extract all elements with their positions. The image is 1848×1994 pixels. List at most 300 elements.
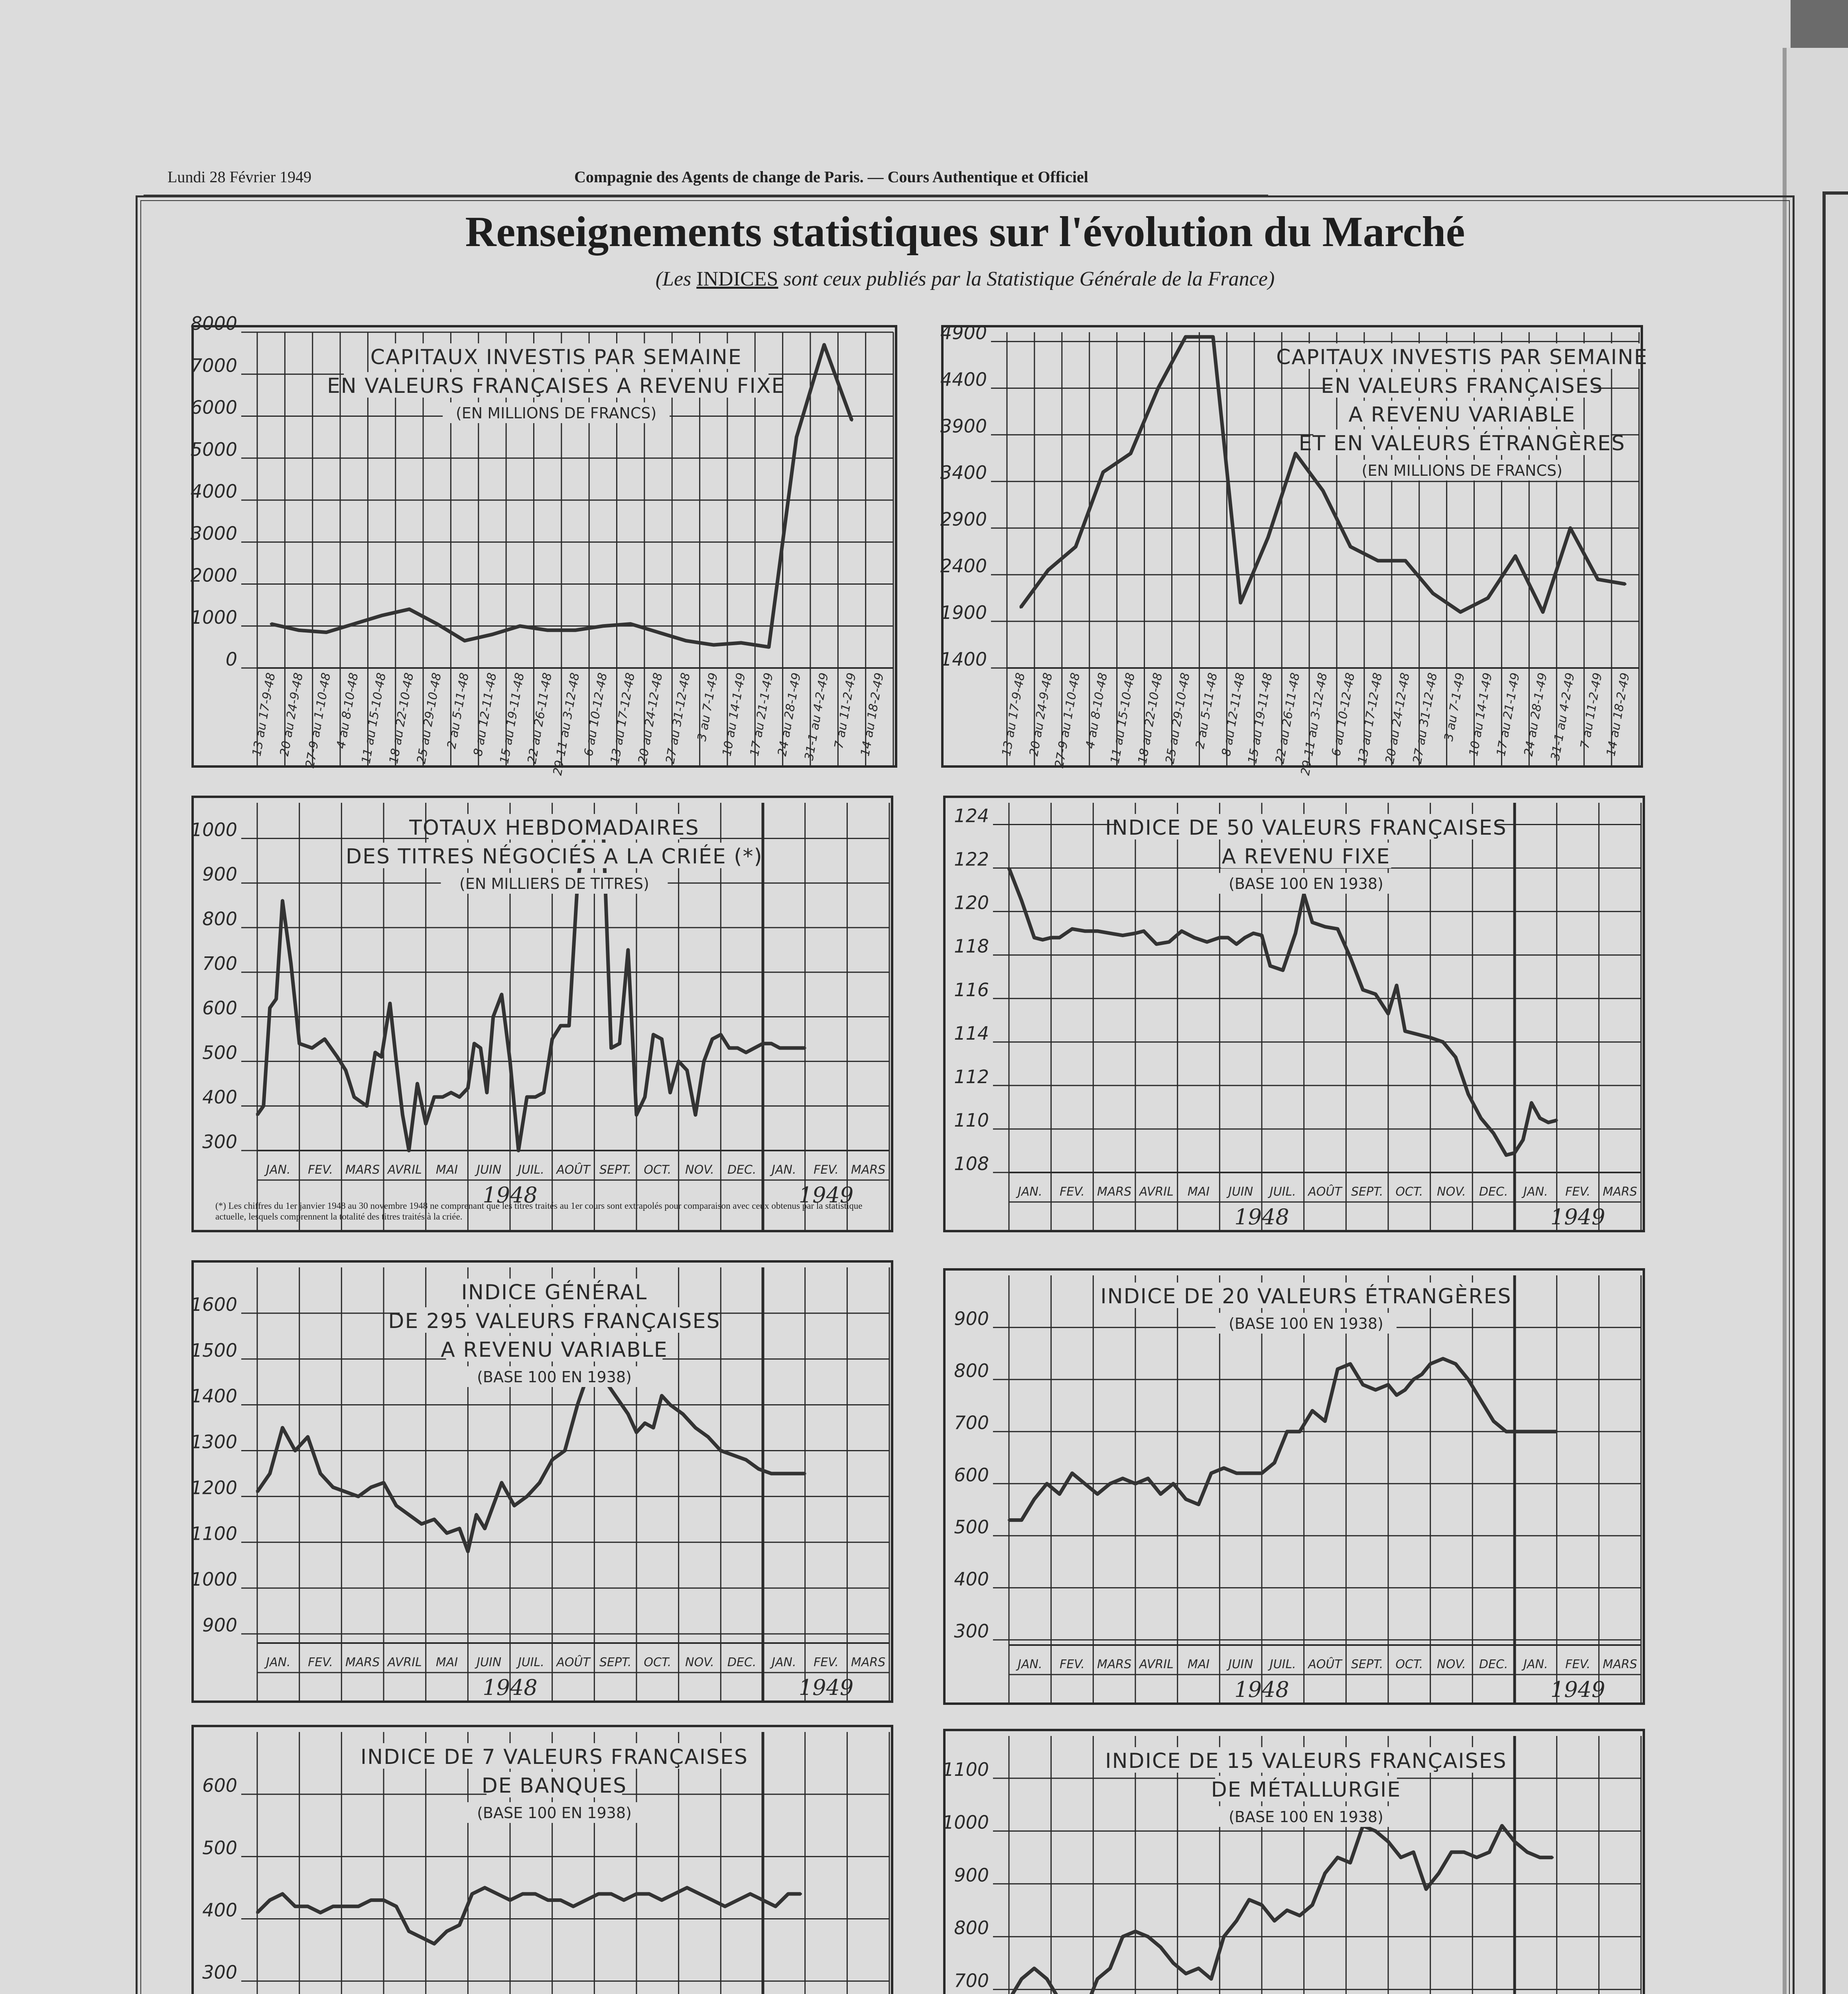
data-point [572,1905,575,1907]
x-month-label: OCT. [644,1163,672,1177]
y-tick-label: 1000 [190,606,237,628]
data-point [1488,1851,1491,1853]
year-label-1949: 1949 [1550,1677,1606,1702]
year-label-1948: 1948 [483,1182,538,1208]
data-point [500,993,503,996]
data-point [1147,1477,1149,1480]
data-point [1244,936,1246,939]
y-tick-label: 118 [954,935,989,957]
x-month-label: AVRIL [1139,1185,1174,1199]
data-point [1033,1498,1035,1500]
data-point [732,1454,735,1456]
data-point [1487,597,1489,599]
data-point [686,1069,688,1072]
data-point [1121,1477,1124,1480]
data-point [804,1472,806,1475]
data-point [366,1105,368,1107]
data-point [1349,546,1352,548]
x-week-label: 22 au 26-11-48 [1273,672,1303,765]
x-month-label: DEC. [1479,1657,1508,1671]
data-point [602,625,604,627]
data-point [1206,941,1208,943]
x-month-label: DEC. [727,1163,757,1177]
data-point [1155,943,1158,945]
data-point [1569,527,1572,529]
data-point [851,419,853,422]
data-point [787,1047,789,1049]
data-point [262,1105,265,1107]
data-point [1184,336,1187,338]
data-point [359,1100,362,1103]
data-point [1480,1399,1482,1401]
data-point [1514,555,1517,557]
data-point [370,1899,372,1901]
data-point [1505,1154,1507,1156]
y-tick-label: 900 [202,863,237,885]
data-point [1421,1034,1423,1036]
x-week-label: 11 au 15-10-48 [1108,672,1138,765]
data-point [783,1472,785,1475]
data-point [463,640,466,642]
data-point [345,1069,347,1072]
x-month-label: NOV. [685,1655,714,1669]
data-point [694,1427,697,1429]
y-tick-label: 124 [954,805,989,827]
y-tick-label: 700 [954,1970,989,1992]
y-tick-label: 1300 [190,1431,237,1453]
data-point [307,1905,309,1907]
data-point [1467,1378,1470,1381]
y-tick-label: 300 [954,1620,989,1642]
x-month-label: MARS [1097,1185,1132,1199]
chart-title-line: DE MÉTALLURGIE [1211,1778,1401,1802]
data-point [484,1886,486,1889]
data-point [433,1518,435,1521]
x-week-label: 18 au 22-10-48 [386,672,417,765]
x-month-label: SEPT. [1351,1657,1383,1671]
chart-title-line: A REVENU VARIABLE [1348,403,1576,427]
data-point [484,1527,486,1530]
data-point [547,1899,549,1901]
year-label-1949: 1949 [1550,1204,1606,1230]
y-tick-label: 120 [954,892,989,914]
data-point [644,1096,646,1098]
data-point [425,1123,427,1125]
data-point [1522,1139,1524,1141]
data-point [1058,1493,1061,1495]
x-month-label: OCT. [1395,1657,1423,1671]
data-point [1252,932,1255,934]
data-point [1322,490,1324,492]
x-week-label: 24 au 28-1-49 [775,672,804,757]
x-week-label: 4 au 8-10-48 [334,672,361,750]
data-point [269,1007,271,1009]
data-point [450,1092,452,1094]
data-point [1021,899,1023,902]
data-point [1019,606,1022,609]
data-point [382,1482,385,1484]
x-month-label: MARS [345,1163,380,1177]
data-point [1121,934,1124,937]
data-point [1235,943,1238,945]
data-point [1180,930,1183,932]
chart-svg [943,796,1645,1232]
data-point [473,1042,475,1045]
x-week-label: 7 au 11-2-49 [1578,672,1605,750]
y-tick-label: 500 [202,1042,237,1064]
x-month-label: FEV. [1060,1657,1085,1671]
series-line [257,1368,805,1552]
x-week-label: 14 au 18-2-49 [1604,672,1633,757]
x-week-label: 20 au 24-12-48 [1383,672,1413,765]
data-point [623,1899,625,1901]
data-point [703,1060,705,1062]
chart-title-line: INDICE DE 7 VALEURS FRANÇAISES [360,1745,749,1769]
y-tick-label: 1100 [190,1523,237,1545]
data-point [1412,1378,1415,1381]
data-point [568,1025,570,1027]
x-week-label: 31-1 au 4-2-49 [802,672,831,762]
data-point [1324,1420,1326,1423]
data-point [1109,1967,1111,1970]
y-tick-label: 800 [202,908,237,930]
data-point [1159,1493,1162,1495]
data-point [1159,1946,1162,1949]
chart-title-line: INDICE DE 20 VALEURS ÉTRANGÈRES [1100,1285,1512,1308]
x-month-label: JAN. [1523,1185,1548,1199]
x-month-label: FEV. [1565,1185,1590,1199]
y-tick-label: 6000 [190,396,237,418]
header-company: Compagnie des Agents de change de Paris. — Cours Authentique et Officiel [574,168,1088,186]
data-point [1425,1888,1427,1890]
data-point [1387,1840,1389,1843]
data-point [446,1532,448,1534]
x-week-label: 15 au 19-11-48 [1245,672,1275,765]
data-point [796,1047,798,1049]
chart-capitaux-revenu-variable [940,322,1648,777]
year-label-1948: 1948 [1234,1677,1289,1702]
x-month-label: DEC. [727,1655,757,1669]
x-week-label: 20 au 24-9-48 [277,672,306,757]
data-point [560,1025,562,1027]
x-month-label: JUIN [1228,1657,1253,1671]
data-point [574,629,577,631]
y-tick-label: 1400 [190,1385,237,1407]
data-point [1412,1032,1415,1034]
data-point [526,1096,528,1098]
data-point [408,608,410,611]
y-tick-label: 4400 [940,368,987,390]
data-point [610,1047,613,1049]
data-point [669,1092,672,1094]
data-point [526,1495,528,1497]
data-point [1227,936,1229,939]
data-point [1248,1472,1250,1474]
data-point [479,1047,482,1049]
data-point [635,1114,638,1116]
data-point [823,344,825,346]
chart-totaux-hebdomadaires [191,796,893,1232]
subtitle-after: sont ceux publiés par la Statistique Générale de la France) [778,268,1275,290]
data-point [1172,1962,1174,1964]
data-point [560,1899,562,1901]
data-point [467,1550,469,1553]
data-point [660,1038,663,1040]
x-month-label: MARS [1603,1657,1637,1671]
data-point [441,1096,444,1098]
chart-indice-7-banques [191,1725,893,1994]
y-tick-label: 1600 [190,1293,237,1315]
data-point [745,1051,747,1054]
data-point [395,1905,398,1907]
x-week-label: 8 au 12-11-48 [1219,672,1248,757]
data-point [1480,1117,1482,1119]
data-point [1429,1036,1432,1039]
data-point [336,1056,339,1058]
data-point [1267,536,1269,539]
data-point [325,631,327,634]
x-week-label: 20 au 24-9-48 [1027,672,1056,757]
x-week-label: 24 au 28-1-49 [1521,672,1550,757]
data-point [408,1513,410,1516]
data-point [1050,936,1052,939]
data-point [1047,569,1049,571]
y-tick-label: 900 [202,1614,237,1636]
data-point [1476,1856,1478,1859]
data-point [1235,1472,1238,1474]
data-point [1168,941,1170,943]
x-month-label: FEV. [814,1163,839,1177]
data-point [534,1893,536,1895]
data-point [1374,993,1377,995]
data-point [1362,989,1364,991]
y-tick-label: 1000 [942,1811,989,1833]
data-point [614,1395,617,1397]
x-week-label: 14 au 18-2-49 [858,672,887,757]
data-point [1336,1856,1339,1859]
y-tick-label: 800 [954,1360,989,1382]
data-point [644,1422,646,1425]
data-point [1273,1462,1276,1464]
chart-title-line: INDICE GÉNÉRAL [461,1281,648,1304]
x-month-label: JAN. [266,1655,291,1669]
data-point [740,642,743,644]
y-tick-label: 1500 [190,1339,237,1361]
data-point [1046,1482,1048,1485]
data-point [458,1096,461,1098]
subtitle-indices: INDICES [696,268,778,290]
data-point [1526,1851,1529,1853]
x-week-label: 2 au 5-11-48 [1193,672,1220,750]
data-point [800,1893,802,1895]
data-point [380,1056,383,1058]
x-month-label: AOÛT [556,1655,590,1669]
footnote: (*) Les chiffres du 1er janvier 1948 au 30 novembre 1948 ne comprenant que les titres traités au 1er cours sont extrapolés pour comparaison avec ceux obtenus par la statistique actuelle, lesquels comprennent la totalité des titres traités à la criée. [215,1201,863,1222]
chart-note: (BASE 100 EN 1938) [1229,1315,1383,1332]
data-point [1294,932,1297,934]
chart-title-line: CAPITAUX INVESTIS PAR SEMAINE [1276,345,1648,369]
data-point [1239,601,1242,604]
chart-svg [943,1268,1645,1705]
data-point [1071,1472,1074,1474]
data-point [1624,583,1627,585]
data-point [1147,1935,1149,1938]
x-month-label: SEPT. [1351,1185,1383,1199]
data-point [673,1893,676,1895]
data-point [1429,1363,1432,1365]
y-tick-label: 800 [954,1917,989,1939]
data-point [774,1905,777,1907]
data-point [678,1060,680,1062]
data-point [1261,1472,1263,1474]
series-line [1009,1359,1557,1520]
x-month-label: JAN. [1018,1185,1042,1199]
x-month-label: MARS [1603,1185,1637,1199]
data-point [762,1899,764,1901]
x-week-label: 3 au 7-1-49 [695,672,721,743]
y-tick-label: 4000 [190,481,237,502]
data-point [1454,1056,1457,1058]
data-point [635,1893,638,1895]
data-point [1556,1119,1558,1121]
x-week-label: 6 au 10-12-48 [1329,672,1358,757]
data-point [1530,1102,1533,1104]
x-week-label: 10 au 14-1-49 [1466,672,1495,757]
chart-title-line: DES TITRES NÉGOCIÉS A LA CRIÉE (*) [346,845,763,869]
y-tick-label: 1200 [190,1477,237,1499]
data-point [1269,965,1271,967]
x-week-label: 29-11 au 3-12-48 [1298,672,1330,777]
data-point [1157,387,1159,389]
data-point [627,949,629,951]
data-point [1071,928,1074,930]
chart-svg [191,796,893,1232]
y-tick-label: 3900 [940,415,987,437]
x-month-label: FEV. [1565,1657,1590,1671]
data-point [1096,1493,1099,1495]
data-point [768,646,770,648]
data-point [297,629,300,631]
data-point [546,629,549,631]
chart-svg [940,322,1648,777]
data-point [345,1491,347,1493]
year-label-1948: 1948 [483,1675,538,1700]
y-tick-label: 700 [202,952,237,974]
x-month-label: JUIL. [1269,1185,1296,1199]
data-point [1463,1851,1465,1853]
data-point [1467,1093,1470,1096]
data-point [787,1893,789,1895]
data-point [795,436,798,438]
x-month-label: MARS [1097,1657,1132,1671]
data-point [1021,1519,1023,1521]
x-week-label: 13 au 17-9-48 [999,672,1028,757]
data-point [1404,1389,1406,1391]
data-point [778,1047,781,1049]
data-point [1597,578,1599,581]
data-point [757,1468,760,1470]
data-point [1395,984,1398,987]
y-tick-label: 600 [954,1464,989,1486]
y-tick-label: 110 [954,1109,989,1131]
data-point [1261,934,1263,937]
data-point [1084,1482,1086,1485]
data-point [770,1472,772,1475]
chart-title-line: EN VALEURS FRANÇAISES A REVENU FIXE [327,374,786,398]
data-point [1556,1430,1558,1433]
chart-title-line: DE 295 VALEURS FRANÇAISES [388,1309,721,1333]
x-week-label: 15 au 19-11-48 [497,672,527,765]
subtitle-before: (Les [655,268,697,290]
data-point [332,1486,334,1488]
x-month-label: JAN. [772,1163,796,1177]
data-point [737,1899,739,1901]
data-point [357,1905,360,1907]
data-point [694,1114,697,1116]
data-point [1193,936,1196,939]
data-point [660,1899,663,1901]
data-point [1008,867,1010,869]
x-week-label: 13 au 17-12-48 [608,672,638,765]
data-point [1539,1430,1541,1433]
chart-indice-20-etrangeres [943,1268,1645,1705]
data-point [513,1504,516,1507]
y-tick-label: 112 [954,1066,989,1088]
data-point [1198,1967,1200,1970]
data-point [436,623,438,625]
data-point [1021,1978,1023,1980]
data-point [685,640,687,642]
x-month-label: NOV. [1437,1657,1466,1671]
x-week-label: 13 au 17-9-48 [250,672,278,757]
data-point [353,1096,355,1098]
data-point [471,1893,473,1895]
data-point [1223,1935,1225,1938]
data-point [1109,1482,1111,1485]
data-point [1298,1430,1301,1433]
data-point [458,1924,461,1926]
y-tick-label: 400 [954,1568,989,1590]
x-month-label: MARS [345,1655,380,1669]
y-tick-label: 500 [954,1516,989,1538]
data-point [1336,928,1339,930]
data-point [551,1458,554,1461]
data-point [492,1504,495,1507]
data-point [1547,1121,1550,1124]
y-tick-label: 300 [202,1131,237,1153]
data-point [1539,1856,1541,1859]
x-week-label: 8 au 12-11-48 [471,672,500,757]
data-point [711,1899,713,1901]
data-point [1377,560,1379,562]
x-month-label: MARS [851,1655,886,1669]
x-month-label: FEV. [814,1655,839,1669]
x-week-label: 18 au 22-10-48 [1135,672,1165,765]
data-point [1404,1030,1406,1032]
data-point [1096,1978,1099,1980]
data-point [1395,1394,1398,1396]
data-point [1134,932,1137,934]
data-point [1212,336,1214,338]
x-week-label: 27 au 31-12-48 [663,672,693,765]
data-point [648,1893,650,1895]
x-week-label: 17 au 21-1-49 [1494,672,1523,757]
data-point [652,1033,654,1036]
x-week-label: 25 au 29-10-48 [414,672,444,765]
x-month-label: JUIL. [518,1655,544,1669]
data-point [382,1899,385,1901]
data-point [1324,1872,1326,1874]
